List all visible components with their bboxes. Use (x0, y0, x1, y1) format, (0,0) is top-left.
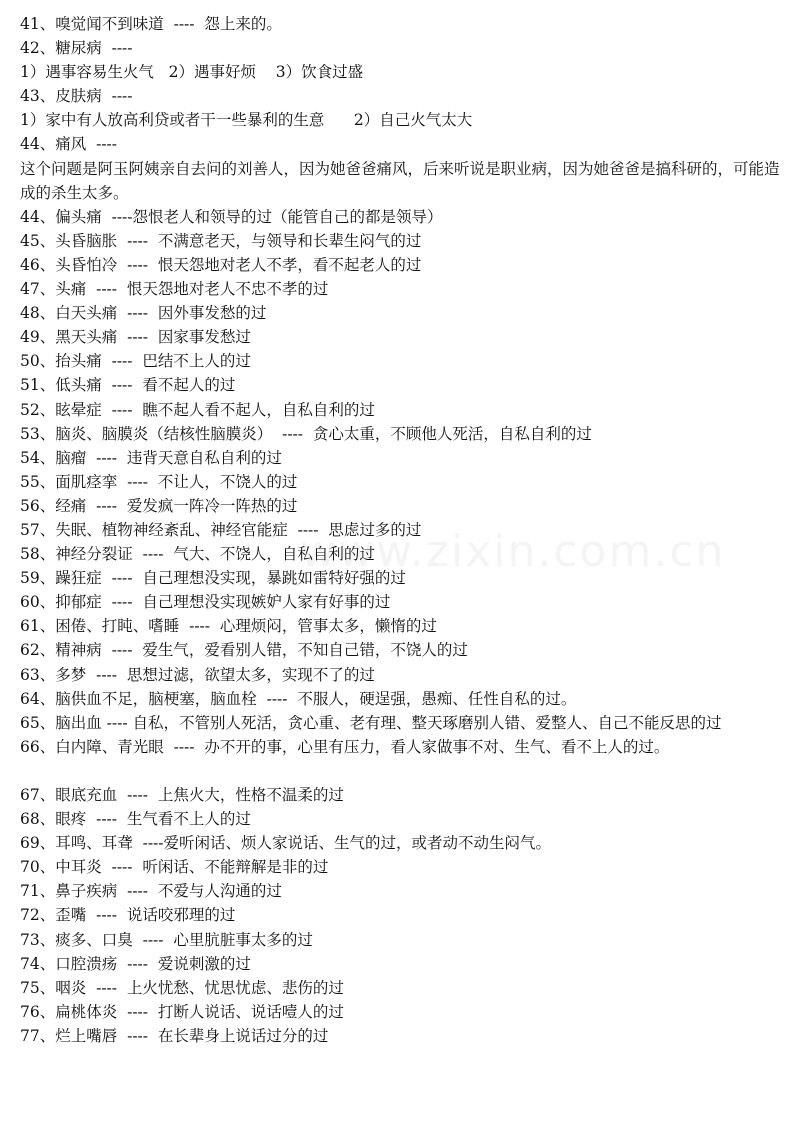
document-body (20, 12, 790, 1048)
text-line: 70、中耳炎 ---- 听闲话、不能辩解是非的过 (20, 858, 329, 877)
text-line: 63、多梦 ---- 思想过滤，欲望太多，实现不了的过 (20, 665, 375, 684)
text-line: 65、脑出血 ---- 自私，不管别人死活，贪心重、老有理、整天琢磨别人错、爱整人、自己不能反思的过 (20, 713, 722, 732)
text-line: 69、耳鸣、耳聋 ----爱听闲话、烦人家说话、生气的过，或者动不动生闷气。 (20, 834, 552, 853)
text-line: 47、头痛 ---- 恨天怨地对老人不忠不孝的过 (20, 280, 329, 299)
text-line: 68、眼疼 ---- 生气看不上人的过 (20, 810, 251, 829)
text-line: 74、口腔溃疡 ---- 爱说刺激的过 (20, 954, 251, 973)
text-line: 52、眩晕症 ---- 瞧不起人看不起人，自私自利的过 (20, 400, 375, 419)
text-line: 61、困倦、打盹、嗜睡 ---- 心理烦闷，管事太多，懒惰的过 (20, 617, 437, 636)
text-line: 60、抑郁症 ---- 自己理想没实现嫉妒人家有好事的过 (20, 593, 391, 612)
text-line: 1）家中有人放高利贷或者干一些暴利的生意 2）自己火气太大 (20, 111, 473, 130)
blank-line (20, 759, 790, 783)
text-line: 44、痛风 ---- (20, 135, 118, 154)
text-line: 57、失眠、植物神经紊乱、神经官能症 ---- 思虑过多的过 (20, 520, 422, 539)
text-line: 45、头昏脑胀 ---- 不满意老天，与领导和长辈生闷气的过 (20, 231, 422, 250)
text-line: 56、经痛 ---- 爱发疯一阵冷一阵热的过 (20, 496, 298, 515)
text-line: 50、抬头痛 ---- 巴结不上人的过 (20, 352, 251, 371)
text-line: 41、嗅觉闻不到味道 ---- 怨上来的。 (20, 15, 282, 33)
text-line: 66、白内障、青光眼 ---- 办不开的事，心里有压力，看人家做事不对、生气、看不上人的过。 (20, 737, 670, 756)
text-line: 58、神经分裂证 ---- 气大、不饶人，自私自利的过 (20, 545, 375, 564)
text-line: 53、脑炎、脑膜炎（结核性脑膜炎） ---- 贪心太重，不顾他人死活，自私自利的过 (20, 424, 592, 443)
text-line: 72、歪嘴 ---- 说话咬邪理的过 (20, 906, 236, 925)
watermark: www.zixin.com.cn (300, 526, 726, 577)
text-line: 67、眼底充血 ---- 上焦火大，性格不温柔的过 (20, 786, 344, 804)
text-line: 55、面肌痉挛 ---- 不让人，不饶人的过 (20, 472, 298, 491)
text-line: 42、糖尿病 ---- (20, 39, 133, 58)
text-line: 73、痰多、口臭 ---- 心里肮脏事太多的过 (20, 930, 313, 949)
text-line: 54、脑瘤 ---- 违背天意自私自利的过 (20, 448, 282, 467)
text-line: 71、鼻子疾病 ---- 不爱与人沟通的过 (20, 882, 282, 901)
text-line: 43、皮肤病 ---- (20, 87, 133, 106)
text-line: 46、头昏怕冷 ---- 恨天怨地对老人不孝，看不起老人的过 (20, 255, 422, 274)
text-line: 75、咽炎 ---- 上火忧愁、忧思忧虑、悲伤的过 (20, 978, 344, 997)
text-line: 62、精神病 ---- 爱生气，爱看别人错，不知自己错，不饶人的过 (20, 641, 468, 660)
text-line: 77、烂上嘴唇 ---- 在长辈身上说话过分的过 (20, 1026, 329, 1045)
text-line: 48、白天头痛 ---- 因外事发愁的过 (20, 304, 267, 323)
text-line: 51、低头痛 ---- 看不起人的过 (20, 376, 236, 395)
text-line: 1）遇事容易生火气 2）遇事好烦 3）饮食过盛 (20, 63, 364, 82)
text-line: 49、黑天头痛 ---- 因家事发愁过 (20, 328, 251, 347)
text-line: 这个问题是阿玉阿姨亲自去问的刘善人，因为她爸爸痛风，后来听说是职业病，因为她爸爸是搞科研的，可能造成的杀生太多。 (20, 159, 780, 202)
text-line: 59、躁狂症 ---- 自己理想没实现，暴跳如雷特好强的过 (20, 569, 406, 588)
text-line: 44、偏头痛 ----怨恨老人和领导的过（能管自己的都是领导） (20, 207, 443, 226)
text-line: 64、脑供血不足，脑梗塞，脑血栓 ---- 不服人，硬逞强，愚痴、任性自私的过。 (20, 689, 577, 708)
text-line: 76、扁桃体炎 ---- 打断人说话、说话噎人的过 (20, 1002, 344, 1021)
